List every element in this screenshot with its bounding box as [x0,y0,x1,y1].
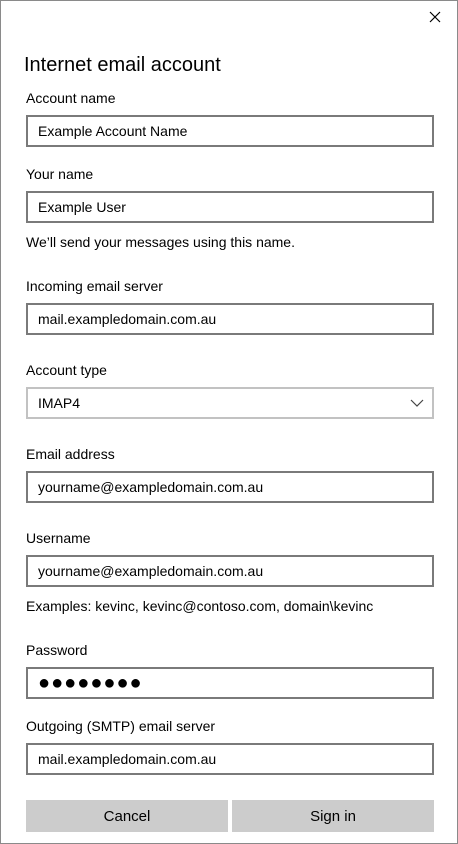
your-name-field[interactable]: Example User [26,191,434,223]
incoming-server-label: Incoming email server [26,278,163,294]
account-type-value: IMAP4 [38,395,81,411]
sign-in-button[interactable]: Sign in [232,800,434,832]
account-name-label: Account name [26,90,116,106]
password-field[interactable]: ●●●●●●●● [26,667,434,699]
email-address-label: Email address [26,446,115,462]
outgoing-server-field[interactable]: mail.exampledomain.com.au [26,743,434,775]
cancel-button[interactable]: Cancel [26,800,228,832]
account-name-field[interactable]: Example Account Name [26,115,434,147]
username-field[interactable]: yourname@exampledomain.com.au [26,555,434,587]
password-label: Password [26,642,88,658]
account-type-label: Account type [26,362,107,378]
username-hint: Examples: kevinc, kevinc@contoso.com, domain\kevinc [26,598,374,614]
your-name-label: Your name [26,166,94,182]
incoming-server-field[interactable]: mail.exampledomain.com.au [26,303,434,335]
close-button[interactable] [425,7,445,27]
account-type-select[interactable] [26,387,434,419]
outgoing-server-label: Outgoing (SMTP) email server [26,718,216,734]
your-name-hint: We’ll send your messages using this name. [26,234,295,250]
username-label: Username [26,530,91,546]
chevron-down-icon [402,389,432,417]
close-icon [429,11,441,23]
email-address-field[interactable]: yourname@exampledomain.com.au [26,471,434,503]
dialog-title: Internet email account [24,54,221,76]
